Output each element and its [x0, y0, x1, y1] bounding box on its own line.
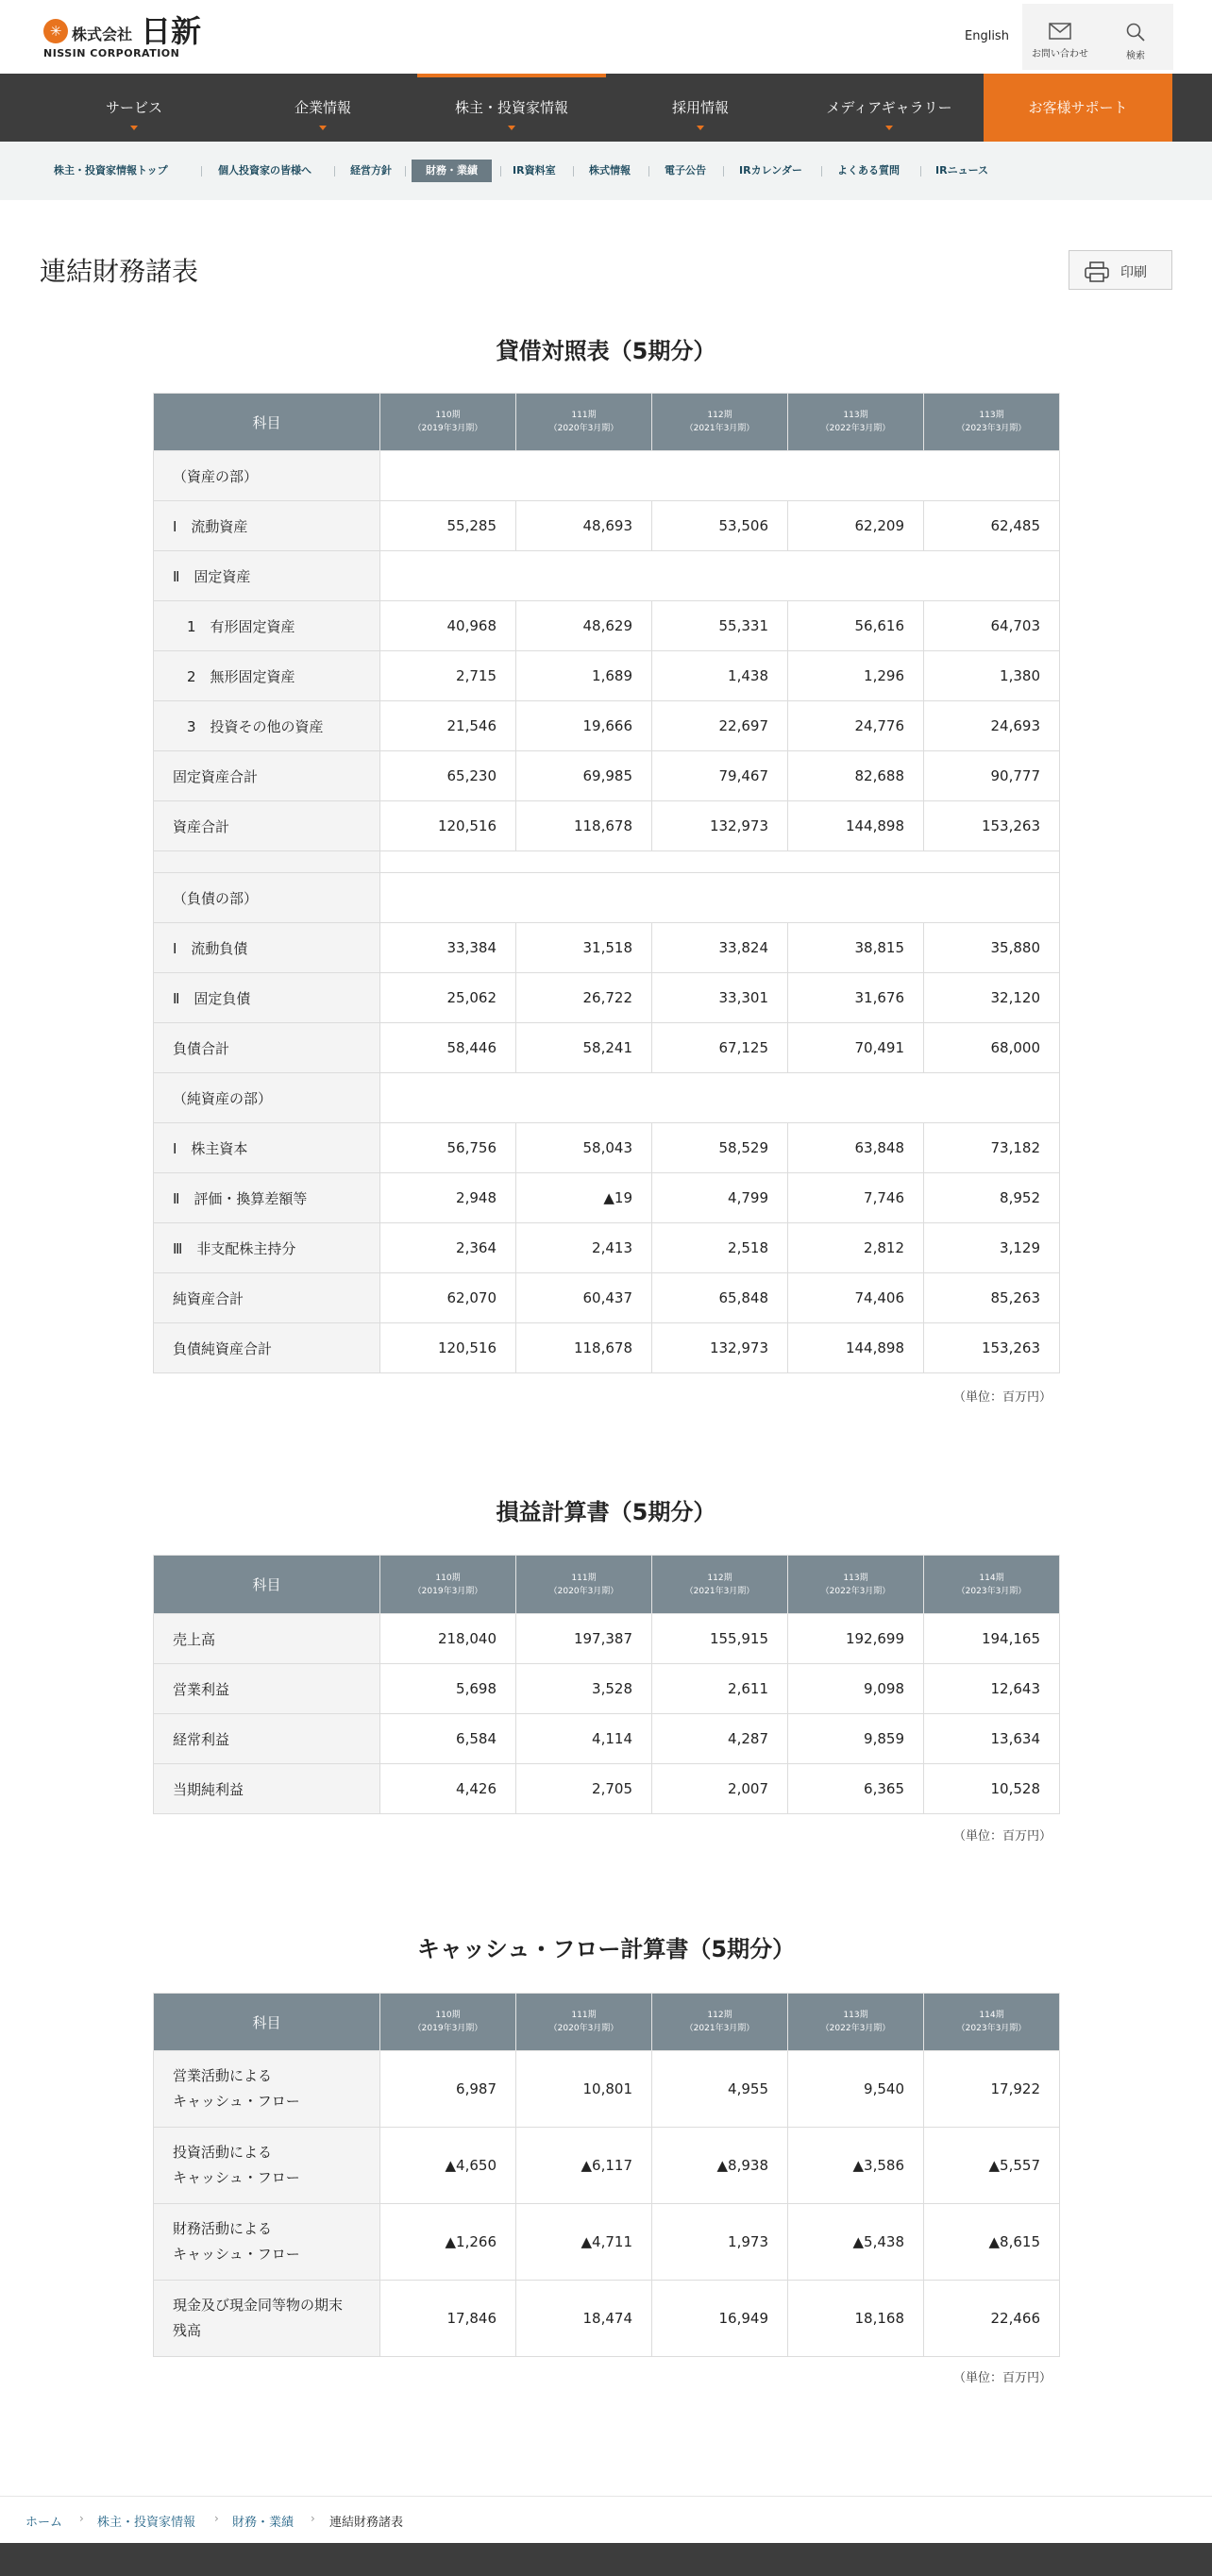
value-cell: ▲1,266 — [380, 2204, 516, 2281]
value-cell: 53,506 — [652, 501, 788, 551]
value-cell: ▲19 — [516, 1173, 652, 1223]
row-label: 2 無形固定資産 — [154, 651, 380, 701]
subnav-item-faq[interactable]: よくある質問 — [837, 164, 900, 177]
breadcrumb-ir[interactable]: 株主・投資家情報 — [97, 2516, 196, 2530]
value-cell: 153,263 — [924, 1323, 1060, 1373]
subnav-item-financial[interactable]: 財務・業績 — [412, 160, 492, 182]
value-cell: 17,846 — [380, 2281, 516, 2357]
nav-item-media[interactable] — [795, 74, 984, 142]
value-cell: 17,922 — [924, 2051, 1060, 2128]
nav-label: メディアギャラリー — [826, 99, 952, 116]
balance-sheet-table — [153, 393, 1060, 1373]
row-label-line: 現金及び現金同等物の期末 — [173, 2297, 344, 2314]
income-statement-title: 損益計算書（5期分） — [496, 1499, 716, 1525]
value-cell: 48,629 — [516, 601, 652, 651]
value-cell: 4,799 — [652, 1173, 788, 1223]
value-cell: 69,985 — [516, 751, 652, 801]
value-cell: 33,824 — [652, 923, 788, 973]
chevron-down-icon — [319, 126, 327, 130]
col-header-subject: 科目 — [154, 1556, 380, 1614]
value-cell: 73,182 — [924, 1123, 1060, 1173]
value-cell: ▲5,557 — [924, 2128, 1060, 2204]
value-cell: 218,040 — [380, 1614, 516, 1664]
period-date: （2021年3月期） — [684, 424, 755, 433]
value-cell: 9,098 — [788, 1664, 924, 1714]
value-cell: 48,693 — [516, 501, 652, 551]
value-cell: 6,365 — [788, 1764, 924, 1814]
subnav-item-notice[interactable]: 電子公告 — [665, 164, 706, 177]
value-cell: ▲8,615 — [924, 2204, 1060, 2281]
col-header-period — [788, 394, 924, 451]
value-cell: 10,528 — [924, 1764, 1060, 1814]
cf-unit-note: （単位：百万円） — [952, 2371, 1052, 2385]
col-header-period — [924, 394, 1060, 451]
col-header-period — [516, 394, 652, 451]
period-term: 114期 — [979, 2011, 1004, 2020]
value-cell: ▲5,438 — [788, 2204, 924, 2281]
value-cell: 12,643 — [924, 1664, 1060, 1714]
pl-unit-note: （単位：百万円） — [952, 1829, 1052, 1844]
table-row — [154, 1023, 1060, 1073]
value-cell: 1,438 — [652, 651, 788, 701]
logo-company-type: 株式会社 — [72, 25, 133, 43]
value-cell: 2,812 — [788, 1223, 924, 1273]
chevron-right-icon: › — [311, 2512, 315, 2525]
value-cell: 82,688 — [788, 751, 924, 801]
row-label: Ⅱ 固定負債 — [154, 973, 380, 1023]
period-term: 111期 — [571, 411, 597, 420]
row-label: Ⅰ 流動資産 — [154, 501, 380, 551]
col-header-period — [652, 1994, 788, 2051]
value-cell: 67,125 — [652, 1023, 788, 1073]
value-cell: 65,848 — [652, 1273, 788, 1323]
nav-item-ir[interactable] — [417, 74, 606, 142]
value-cell: 9,540 — [788, 2051, 924, 2128]
value-cell: 31,676 — [788, 973, 924, 1023]
nav-label: 採用情報 — [671, 99, 729, 116]
value-cell: 1,296 — [788, 651, 924, 701]
bs-unit-note: （単位：百万円） — [952, 1390, 1052, 1405]
logo-name: 日新 — [141, 13, 202, 49]
value-cell: ▲3,586 — [788, 2128, 924, 2204]
table-row — [154, 601, 1060, 651]
search-label: 検索 — [1126, 51, 1145, 61]
value-cell: 58,446 — [380, 1023, 516, 1073]
printer-icon — [1085, 261, 1109, 282]
empty-cell — [380, 873, 1060, 923]
value-cell: ▲6,117 — [516, 2128, 652, 2204]
chevron-right-icon: › — [214, 2512, 219, 2525]
value-cell: 55,331 — [652, 601, 788, 651]
period-date: （2020年3月期） — [548, 424, 619, 433]
value-cell: 120,516 — [380, 801, 516, 851]
value-cell: 153,263 — [924, 801, 1060, 851]
breadcrumb-current: 連結財務諸表 — [329, 2516, 404, 2530]
table-row — [154, 1123, 1060, 1173]
value-cell: 155,915 — [652, 1614, 788, 1664]
subnav-item-ir-library[interactable]: IR資料室 — [513, 164, 556, 177]
breadcrumb-financial[interactable]: 財務・業績 — [232, 2516, 295, 2530]
table-row — [154, 1764, 1060, 1814]
value-cell: 58,241 — [516, 1023, 652, 1073]
value-cell: 70,491 — [788, 1023, 924, 1073]
table-row — [154, 1714, 1060, 1764]
value-cell: 32,120 — [924, 973, 1060, 1023]
value-cell: 18,474 — [516, 2281, 652, 2357]
value-cell: 9,859 — [788, 1714, 924, 1764]
col-header-period — [788, 1994, 924, 2051]
col-header-period — [924, 1556, 1060, 1614]
value-cell: 1,973 — [652, 2204, 788, 2281]
value-cell: 144,898 — [788, 801, 924, 851]
value-cell: 85,263 — [924, 1273, 1060, 1323]
col-header-period — [380, 394, 516, 451]
value-cell: 24,776 — [788, 701, 924, 751]
spacer-cell — [154, 851, 380, 873]
period-term: 110期 — [435, 2011, 461, 2020]
nav-item-recruit[interactable] — [606, 74, 795, 142]
col-header-period — [516, 1556, 652, 1614]
value-cell: ▲4,711 — [516, 2204, 652, 2281]
income-statement-table — [153, 1555, 1060, 1814]
row-label — [154, 2281, 380, 2357]
value-cell: 197,387 — [516, 1614, 652, 1664]
row-label: 固定資産合計 — [154, 751, 380, 801]
table-row — [154, 1273, 1060, 1323]
value-cell: 38,815 — [788, 923, 924, 973]
table-row — [154, 2128, 1060, 2204]
value-cell: 62,485 — [924, 501, 1060, 551]
row-label: （純資産の部） — [154, 1073, 380, 1123]
value-cell: 4,287 — [652, 1714, 788, 1764]
period-date: （2022年3月期） — [820, 2024, 891, 2033]
row-label: 負債合計 — [154, 1023, 380, 1073]
table-row — [154, 651, 1060, 701]
value-cell: 40,968 — [380, 601, 516, 651]
row-label: （資産の部） — [154, 451, 380, 501]
value-cell: 120,516 — [380, 1323, 516, 1373]
row-label: 1 有形固定資産 — [154, 601, 380, 651]
chevron-down-icon — [885, 126, 893, 130]
cash-flow-title: キャッシュ・フロー計算書（5期分） — [416, 1936, 796, 1962]
row-label — [154, 2128, 380, 2204]
period-date: （2019年3月期） — [412, 1586, 483, 1596]
value-cell: 60,437 — [516, 1273, 652, 1323]
empty-cell — [380, 551, 1060, 601]
period-date: （2019年3月期） — [412, 2024, 483, 2033]
nav-label: 企業情報 — [294, 99, 351, 116]
subnav-item-stock[interactable]: 株式情報 — [589, 164, 631, 177]
table-row — [154, 801, 1060, 851]
value-cell: 132,973 — [652, 801, 788, 851]
value-cell: 56,756 — [380, 1123, 516, 1173]
value-cell: 35,880 — [924, 923, 1060, 973]
period-term: 111期 — [571, 2011, 597, 2020]
col-header-subject: 科目 — [154, 394, 380, 451]
value-cell: 55,285 — [380, 501, 516, 551]
period-term: 113期 — [979, 411, 1004, 420]
chevron-down-icon — [697, 126, 704, 130]
subnav-item-calendar[interactable]: IRカレンダー — [739, 164, 802, 177]
value-cell: 19,666 — [516, 701, 652, 751]
row-label: 負債純資産合計 — [154, 1323, 380, 1373]
chevron-down-icon — [508, 126, 515, 130]
value-cell: 62,209 — [788, 501, 924, 551]
row-label: Ⅰ 流動負債 — [154, 923, 380, 973]
table-row — [154, 873, 1060, 923]
row-label-line: 財務活動による — [173, 2220, 273, 2237]
value-cell: 2,518 — [652, 1223, 788, 1273]
value-cell: 79,467 — [652, 751, 788, 801]
value-cell: 33,301 — [652, 973, 788, 1023]
table-row — [154, 1173, 1060, 1223]
table-row — [154, 973, 1060, 1023]
table-row — [154, 1323, 1060, 1373]
row-label: 資産合計 — [154, 801, 380, 851]
spacer-cell — [380, 851, 1060, 873]
row-label: 売上高 — [154, 1614, 380, 1664]
search-icon — [1125, 23, 1146, 42]
table-row — [154, 751, 1060, 801]
col-header-period — [652, 1556, 788, 1614]
value-cell: 4,955 — [652, 2051, 788, 2128]
table-row — [154, 1223, 1060, 1273]
period-term: 110期 — [435, 411, 461, 420]
period-date: （2020年3月期） — [548, 2024, 619, 2033]
value-cell: 33,384 — [380, 923, 516, 973]
row-label: 営業利益 — [154, 1664, 380, 1714]
table-row — [154, 701, 1060, 751]
nav-item-support[interactable] — [984, 74, 1172, 142]
value-cell: 2,007 — [652, 1764, 788, 1814]
value-cell: 26,722 — [516, 973, 652, 1023]
period-term: 113期 — [843, 2011, 868, 2020]
value-cell: 6,584 — [380, 1714, 516, 1764]
table-row — [154, 2051, 1060, 2128]
value-cell: 31,518 — [516, 923, 652, 973]
row-label-line: 営業活動による — [173, 2067, 273, 2084]
value-cell: 2,364 — [380, 1223, 516, 1273]
value-cell: 7,746 — [788, 1173, 924, 1223]
value-cell: 22,697 — [652, 701, 788, 751]
nav-item-company[interactable] — [228, 74, 417, 142]
value-cell: 5,698 — [380, 1664, 516, 1714]
period-date: （2019年3月期） — [412, 424, 483, 433]
table-row — [154, 1073, 1060, 1123]
table-row — [154, 1614, 1060, 1664]
table-row — [154, 501, 1060, 551]
value-cell: 24,693 — [924, 701, 1060, 751]
value-cell: 63,848 — [788, 1123, 924, 1173]
site-header — [0, 0, 1212, 74]
value-cell: 68,000 — [924, 1023, 1060, 1073]
value-cell: 192,699 — [788, 1614, 924, 1664]
logo-english: NISSIN CORPORATION — [43, 47, 180, 59]
period-date: （2020年3月期） — [548, 1586, 619, 1596]
value-cell: 74,406 — [788, 1273, 924, 1323]
row-label: 3 投資その他の資産 — [154, 701, 380, 751]
site-footer — [0, 2543, 1212, 2576]
balance-sheet-title: 貸借対照表（5期分） — [496, 338, 716, 364]
period-date: （2023年3月期） — [956, 2024, 1027, 2033]
row-label: 純資産合計 — [154, 1273, 380, 1323]
table-row — [154, 451, 1060, 501]
subnav-item-ir-top[interactable]: 株主・投資家情報トップ — [54, 164, 168, 177]
value-cell: 2,705 — [516, 1764, 652, 1814]
period-term: 112期 — [707, 2011, 732, 2020]
table-row — [154, 551, 1060, 601]
row-label-line: キャッシュ・フロー — [173, 2246, 300, 2263]
page-title: 連結財務諸表 — [40, 256, 199, 287]
nav-label: 株主・投資家情報 — [454, 99, 568, 116]
row-label — [154, 2051, 380, 2128]
table-row — [154, 2204, 1060, 2281]
period-date: （2021年3月期） — [684, 2024, 755, 2033]
period-term: 113期 — [843, 1573, 868, 1583]
logo[interactable] — [43, 15, 213, 60]
col-header-subject: 科目 — [154, 1994, 380, 2051]
chevron-right-icon: › — [79, 2512, 84, 2525]
value-cell: 6,987 — [380, 2051, 516, 2128]
value-cell: 56,616 — [788, 601, 924, 651]
period-term: 110期 — [435, 1573, 461, 1583]
row-label — [154, 2204, 380, 2281]
empty-cell — [380, 1073, 1060, 1123]
period-term: 113期 — [843, 411, 868, 420]
value-cell: 25,062 — [380, 973, 516, 1023]
value-cell: 64,703 — [924, 601, 1060, 651]
row-label-line: 残高 — [173, 2322, 202, 2339]
value-cell: 22,466 — [924, 2281, 1060, 2357]
value-cell: 132,973 — [652, 1323, 788, 1373]
print-button[interactable] — [1069, 250, 1172, 290]
col-header-period — [516, 1994, 652, 2051]
value-cell: 10,801 — [516, 2051, 652, 2128]
row-label-line: キャッシュ・フロー — [173, 2169, 300, 2186]
row-label: Ⅰ 株主資本 — [154, 1123, 380, 1173]
value-cell: 2,948 — [380, 1173, 516, 1223]
table-row — [154, 2281, 1060, 2357]
subnav-item-news[interactable]: IRニュース — [935, 164, 989, 177]
period-date: （2023年3月期） — [956, 1586, 1027, 1596]
value-cell: 65,230 — [380, 751, 516, 801]
value-cell: 90,777 — [924, 751, 1060, 801]
col-header-period — [380, 1994, 516, 2051]
search-button[interactable] — [1098, 4, 1173, 70]
row-label: Ⅱ 評価・換算差額等 — [154, 1173, 380, 1223]
period-term: 112期 — [707, 411, 732, 420]
col-header-period — [788, 1556, 924, 1614]
print-label: 印刷 — [1120, 265, 1147, 280]
chevron-down-icon — [130, 126, 138, 130]
value-cell: 58,043 — [516, 1123, 652, 1173]
value-cell: ▲8,938 — [652, 2128, 788, 2204]
value-cell: 62,070 — [380, 1273, 516, 1323]
table-row — [154, 1664, 1060, 1714]
value-cell: 118,678 — [516, 801, 652, 851]
global-nav — [0, 74, 1212, 142]
row-label: Ⅲ 非支配株主持分 — [154, 1223, 380, 1273]
subnav-item-individual[interactable]: 個人投資家の皆様へ — [218, 164, 311, 177]
row-label: 経常利益 — [154, 1714, 380, 1764]
row-label-line: 投資活動による — [173, 2144, 273, 2161]
period-date: （2022年3月期） — [820, 424, 891, 433]
nav-label: お客様サポート — [1028, 99, 1128, 116]
value-cell: 58,529 — [652, 1123, 788, 1173]
value-cell: 18,168 — [788, 2281, 924, 2357]
mail-icon — [1049, 23, 1071, 40]
value-cell: 4,114 — [516, 1714, 652, 1764]
logo-mark-icon: ✳ — [43, 19, 68, 43]
value-cell: 13,634 — [924, 1714, 1060, 1764]
sub-nav — [0, 142, 1212, 200]
value-cell: 1,689 — [516, 651, 652, 701]
row-label: （負債の部） — [154, 873, 380, 923]
period-date: （2023年3月期） — [956, 424, 1027, 433]
subnav-item-policy[interactable]: 経営方針 — [350, 164, 392, 177]
value-cell: 2,611 — [652, 1664, 788, 1714]
english-link[interactable]: English — [965, 29, 1009, 43]
period-term: 112期 — [707, 1573, 732, 1583]
table-row — [154, 851, 1060, 873]
contact-label: お問い合わせ — [1032, 49, 1088, 59]
value-cell: 118,678 — [516, 1323, 652, 1373]
value-cell: 4,426 — [380, 1764, 516, 1814]
col-header-period — [652, 394, 788, 451]
value-cell: 3,129 — [924, 1223, 1060, 1273]
value-cell: 16,949 — [652, 2281, 788, 2357]
row-label-line: キャッシュ・フロー — [173, 2093, 300, 2110]
col-header-period — [924, 1994, 1060, 2051]
breadcrumb-home[interactable]: ホーム — [25, 2516, 63, 2530]
row-label: 当期純利益 — [154, 1764, 380, 1814]
cash-flow-table — [153, 1993, 1060, 2357]
breadcrumb — [0, 2496, 1212, 2543]
period-date: （2021年3月期） — [684, 1586, 755, 1596]
contact-button[interactable] — [1022, 4, 1098, 70]
empty-cell — [380, 451, 1060, 501]
value-cell: 2,715 — [380, 651, 516, 701]
value-cell: 21,546 — [380, 701, 516, 751]
row-label: Ⅱ 固定資産 — [154, 551, 380, 601]
value-cell: 194,165 — [924, 1614, 1060, 1664]
value-cell: 8,952 — [924, 1173, 1060, 1223]
value-cell: 3,528 — [516, 1664, 652, 1714]
value-cell: 2,413 — [516, 1223, 652, 1273]
table-row — [154, 923, 1060, 973]
col-header-period — [380, 1556, 516, 1614]
period-date: （2022年3月期） — [820, 1586, 891, 1596]
nav-label: サービス — [105, 99, 162, 116]
period-term: 111期 — [571, 1573, 597, 1583]
period-term: 114期 — [979, 1573, 1004, 1583]
value-cell: 1,380 — [924, 651, 1060, 701]
value-cell: 144,898 — [788, 1323, 924, 1373]
value-cell: ▲4,650 — [380, 2128, 516, 2204]
